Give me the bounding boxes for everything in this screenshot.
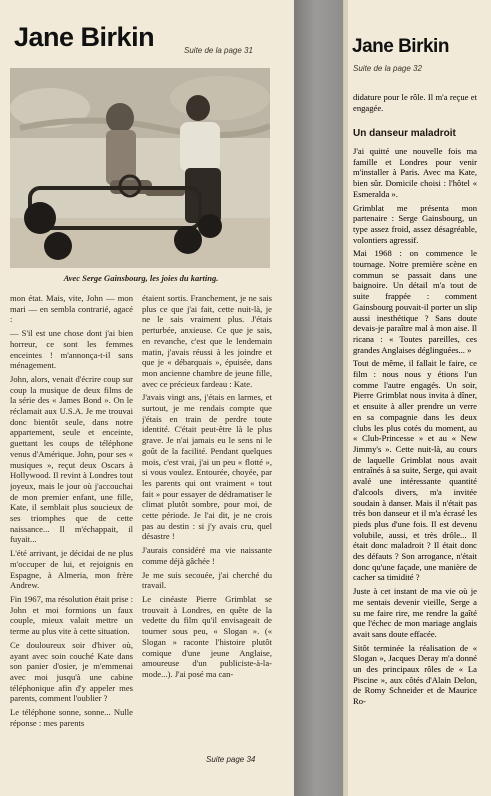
paragraph: Sitôt terminée la réalisation de « Slogan », Jacques Deray m'a donné un des principaux rôles de « La Piscine », aux côtés d'Alain Delon, de Romy Schneider et de Maurice Ro- <box>353 642 477 707</box>
continued-from-note-right: Suite de la page 32 <box>353 64 422 73</box>
paragraph: Ce douloureux soir d'hiver où, ayant avec soin couché Kate dans son panier d'osier, je m'emmenai avec moi jusqu'à une cabine téléphonique afin d'y appeler mes parents, comment l'oublier ? <box>10 639 133 704</box>
paragraph: mon état. Mais, vite, John — mon mari — en sembla contrarié, agacé : <box>10 293 133 325</box>
paragraph: L'été arrivant, je décidai de ne plus m'occuper de lui, et rejoignis en Espagne, à Almeria, mon frère Andrew. <box>10 548 133 591</box>
paragraph: J'aurais considéré ma vie naissante comme déjà gâchée ! <box>142 545 272 566</box>
article-column-3 <box>353 146 477 788</box>
paragraph: J'ai quitté une nouvelle fois ma famille et Londres pour venir m'installer à Paris. Avec ma Kate, bien sûr. Domicile choisi : l'hôtel « Esmeralda ». <box>353 146 477 199</box>
paragraph: Fin 1967, ma résolution était prise : John et moi formions un faux couple, mieux valait mettre un terme au plus vite à cette situation. <box>10 593 133 637</box>
paragraph: Le cinéaste Pierre Grimblat se trouvait à Londres, en quête de la vedette du film qu'il envisageait de tourner sous peu, « Slogan ». (« Slogan » raconte l'histoire plutôt comique d'une jeune Anglaise, amoureuse d'un publiciste-à-la-mode...). J'ai posé ma can- <box>142 593 272 679</box>
paragraph: — S'il est une chose dont j'ai bien horreur, ce sont les femmes enceintes ! m'annonça-t-il sans ménagement. <box>10 328 133 371</box>
paragraph: étaient sortis. Franchement, je ne sais plus ce que j'ai fait, cette nuit-là, je ne le sais vraiment plus. J'étais perturbée, anxieuse. Ce que je sais, en revanche, c'est que le lendemain matin, j'avais réussi à les joindre et que je « débarquais », épuisée, dans mon ancienne chambre de jeune fille, avec ce précieux fardeau : Kate. <box>142 293 272 389</box>
lead-paragraph <box>353 92 477 120</box>
paragraph: Grimblat me présenta mon partenaire : Serge Gainsbourg, un type assez froid, assez désagréable, volontiers agressif. <box>353 202 477 245</box>
photo-caption: Avec Serge Gainsbourg, les joies du karting. <box>63 273 219 283</box>
page-spine-shadow <box>344 0 348 796</box>
continued-from-note: Suite de la page 31 <box>184 46 253 55</box>
paragraph: Mai 1968 : on commence le tournage. Notre première scène en commun se passait dans une baignoire. Un détail m'a tout de suite frappée : comment Gainsbourg pouvait-il porter un slip aussi inesthétique ? Sans doute devais-je paraître mal à mon aise. Il ricana : « Toutes pareilles, ces grandes Anglaises déglinguées... » <box>353 248 477 355</box>
paragraph: Tout de même, il fallait le faire, ce film : nous nous y étions l'un comme l'autre engagés. Un soir, Pierre Grimblat nous invita à dîner, et ensuite à aller prendre un verre en sa compagnie dans les deux clubs les plus cotés du moment, au « Club-Princesse » et au « New Jimmy's ». Cette nuit-là, au cours de laquelle Grimblat nous avait entraînés à sa suite, Serge, qui avait avalé une intéressante quantité d'alcools divers, m'a invitée soudain à danser. Mais il n'était pas très bon danseur et il m'a écrasé les pieds plus d'une fois. Il est devenu volubile, aussi, et très drôle... Il était donc maladroit ? Il était donc des défauts ? Son arrogance, n'était donc qu'une façade, une manière de cacher sa timidité ? <box>353 358 477 583</box>
paragraph: Le téléphone sonne, sonne... Nulle réponse : mes parents <box>10 707 133 728</box>
article-title-right: Jane Birkin <box>352 36 449 57</box>
paragraph: J'avais vingt ans, j'étais en larmes, et surtout, je me rendais compte que j'étais en train de perdre toute identité. C'était peut-être là le plus grave. Je n'ai jamais eu le sens ni le goût de la facilité. Pendant quelques mois, c'est vrai, j'ai un peu « flotté », si vous voulez. Entourée, choyée, par les parents qui ont vraiment « tout fait » pour essayer de dédramatiser le climat plutôt sombre, pour moi, de cette période. Je l'ai dit, je ne crois pas au destin : si j'y avais cru, quel désastre ! <box>142 392 272 542</box>
article-column-1 <box>10 293 133 769</box>
continued-on-note: Suite page 34 <box>206 755 256 764</box>
paragraph: Je me suis secouée, j'ai cherché du travail. <box>142 569 272 591</box>
paragraph: didature pour le rôle. Il m'a reçue et engagée. <box>353 92 477 113</box>
section-subheading: Un danseur maladroit <box>353 128 456 139</box>
article-column-2 <box>142 293 272 747</box>
page-gutter <box>294 0 343 796</box>
karting-photo <box>10 68 270 268</box>
paragraph: John, alors, venait d'écrire coup sur coup la musique de deux films de la série des « James Bond ». On le réclamait aux U.S.A. Je me trouvai donc bientôt seule, dans notre appartement, seule et enceinte, guettant les coups de téléphone venus d'Amérique. John, pour ses « musiques », reçut deux Oscars à Hollywood. Il revint à Londres tout joyeux, mais le jour où j'accouchai de mon premier enfant, une fille, Kate, il semblait plus soucieux de ses triomphes que de cette naissance... Il m'échappait, il fuyait... <box>10 373 133 545</box>
article-title: Jane Birkin <box>14 22 155 52</box>
paragraph: Juste à cet instant de ma vie où je me sentais devenir vieille, Serge a su me faire rire, me rendre la gaîté que l'échec de mon mariage anglais avait sans doute effacée. <box>353 586 477 639</box>
karting-photo-illustration <box>10 68 270 268</box>
